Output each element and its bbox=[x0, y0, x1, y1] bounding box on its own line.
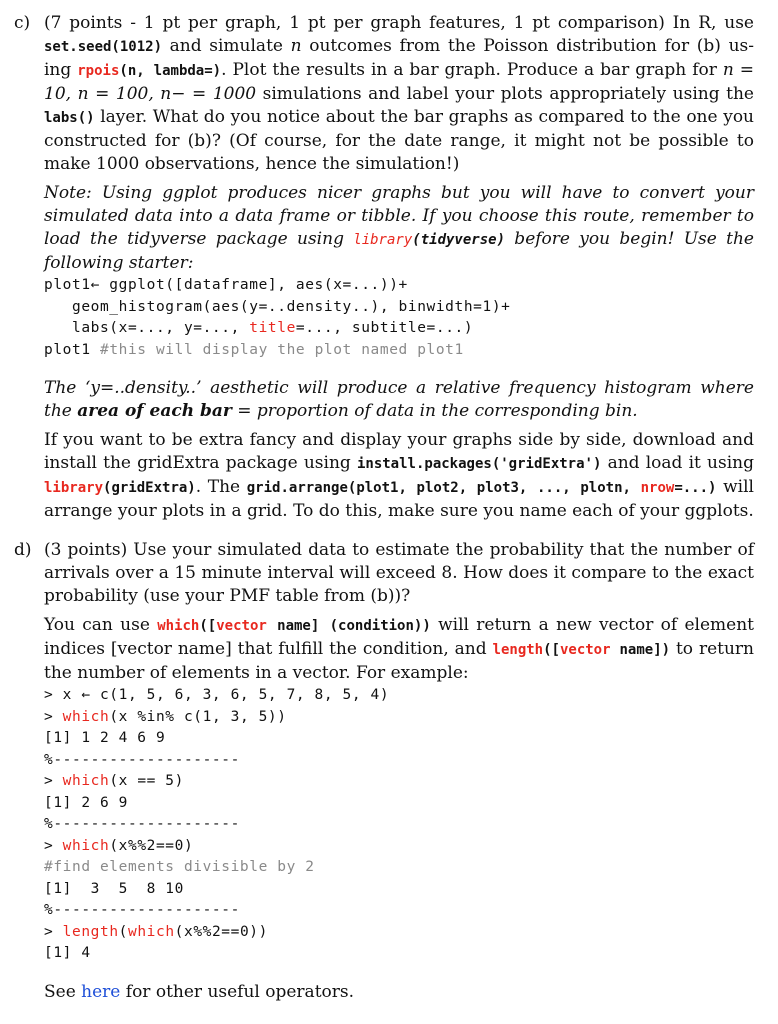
rpois-code: rpois bbox=[77, 63, 120, 79]
set-seed-code: set.seed(1012) bbox=[44, 39, 163, 55]
labs-code: labs() bbox=[44, 110, 95, 126]
sim-sizes: n = 10, n = 100, n− = 1000 bbox=[44, 60, 754, 104]
question-c-label: c) bbox=[14, 13, 31, 33]
question-d-text: (3 points) Use your simulated data to estimate the probability that the number of arrivals over a 15 minute interval will exceed 8. How does it compare to the exact probability (use your PMF table from (b))? bbox=[44, 540, 754, 606]
see-also-line: See here for other useful operators. bbox=[44, 981, 355, 1002]
density-note: The ‘y=..density..’ aesthetic will produce a relative frequency histogram where the area of each bar = proportion of data in the corresponding bin. bbox=[44, 378, 754, 421]
question-c bbox=[14, 12, 754, 523]
question-c-text: (7 points - 1 pt per graph, 1 pt per graph features, 1 pt comparison) In R, use set.seed(1012) and simulate n outcomes from the Poisson distribution for (b) us- ing rpois(n, lambda=). Plot the results in a bar graph. Produce a bar graph for n = 10, n = 100, n− = 1000 simulations and label your plots appropriately using the labs() layer. What do you notice about the bar graphs as compared to the one you constructed for (b)? (Of course, for the date range, it might not be possible to make 1000 observations, hence the simulation!) bbox=[44, 13, 754, 174]
document-page bbox=[14, 12, 754, 1004]
gridextra-note: If you want to be extra fancy and display your graphs side by side, download and install the gridExtra package using install.packages('gridExtra') and load it using library(gridExtra). The grid.arrange(plot1, plot2, plot3, ..., plotn, nrow=...) will arrange your plots in a grid. To do this, make sure you name each of your ggplots. bbox=[44, 430, 754, 521]
which-length-note: You can use which([vector name] (condition)) will return a new vector of element indices [vector name] that fulfill the condition, and length([vector name]) to return the number of elements in a vector. For example: bbox=[44, 615, 754, 683]
which-examples-code: > x ← c(1, 5, 6, 3, 6, 5, 7, 8, 5, 4) > which(x %in% c(1, 3, 5)) [1] 1 2 4 6 9 %-------------------- > which(x == 5) [1] 2 6 9 %-------------------- > which(x%%2==0) #find elements divisible by 2 [1] 3 5 8 10 %-------------------- > length(which(x%%2==0)) [1] 4 bbox=[44, 687, 390, 961]
operators-link[interactable]: here bbox=[81, 981, 121, 1002]
ggplot-starter-code: plot1← ggplot([dataframe], aes(x=...))+ geom_histogram(aes(y=..density..), binwidth=1)+ labs(x=..., y=..., title=..., subtitle=...) plot1 #this will display the plot named plot1 bbox=[44, 277, 511, 358]
question-d-label: d) bbox=[14, 540, 32, 560]
question-d bbox=[14, 539, 754, 1004]
ggplot-note: Note: Using ggplot produces nicer graphs but you will have to convert your simulated data into a data frame or tibble. If you choose this route, remember to load the tidyverse package using library(tidyverse) before you begin! Use the following starter: bbox=[44, 183, 754, 273]
